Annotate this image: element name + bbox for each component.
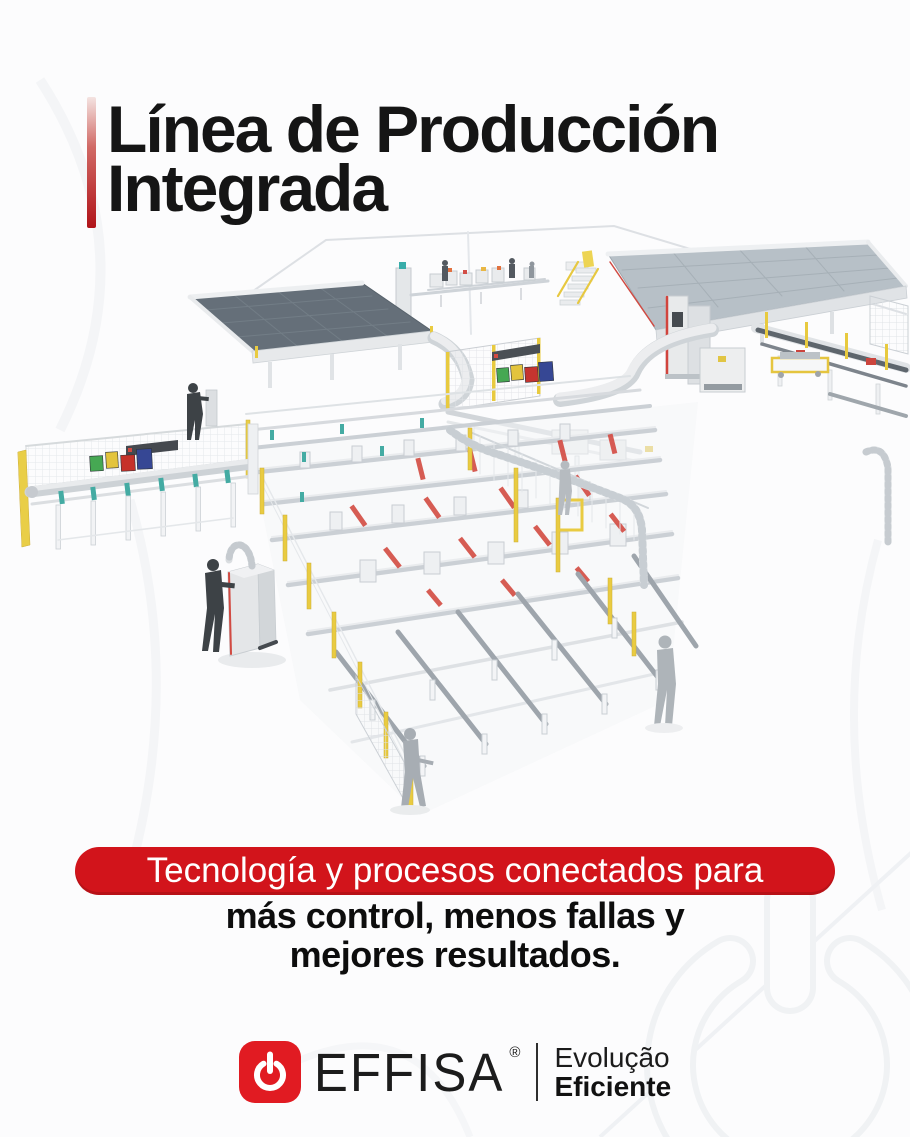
staircase xyxy=(558,250,598,305)
highlight-text: Tecnología y procesos conectados para xyxy=(146,851,764,890)
message-line-2: más control, menos fallas y xyxy=(225,895,685,936)
crate-station-left xyxy=(18,420,258,549)
footer-divider xyxy=(536,1043,538,1101)
title-line-1: Línea de Producción xyxy=(107,92,719,166)
brand-tagline xyxy=(554,1043,671,1102)
registered-mark: ® xyxy=(509,1044,521,1061)
page-title xyxy=(107,92,719,225)
brand-wordmark: EFFISA xyxy=(313,1041,505,1103)
title-line-2: Integrada xyxy=(107,151,387,225)
distant-assembly-row xyxy=(396,258,548,320)
yellow-cart xyxy=(772,352,828,378)
message-body xyxy=(0,896,910,974)
power-icon xyxy=(239,1041,301,1103)
brand-footer xyxy=(0,1036,910,1108)
tagline-line-1: Evolução xyxy=(554,1041,670,1073)
highlight-pill xyxy=(75,847,835,895)
message-line-3: mejores resultados. xyxy=(289,934,621,975)
title-accent-bar xyxy=(87,97,96,228)
tagline-line-2: Eficiente xyxy=(554,1071,672,1102)
effisa-logo xyxy=(239,1041,301,1103)
glass-table-left xyxy=(190,283,468,404)
glass-table-right xyxy=(608,242,907,358)
